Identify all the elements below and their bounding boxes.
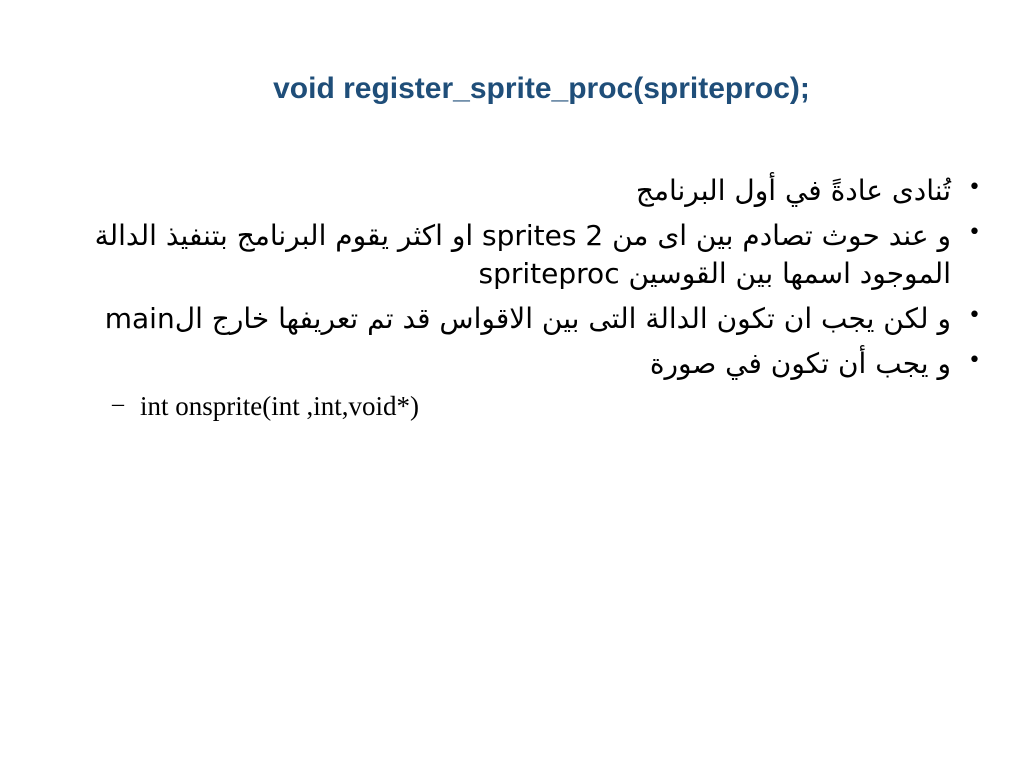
list-item (48, 300, 985, 339)
list-item (48, 345, 985, 384)
bullet-text: و لكن يجب ان تكون الدالة التى بين الاقواس قد تم تعريفها خارج الmain (104, 301, 951, 335)
bullet-text: و عند حوث تصادم بين اى من 2 sprites او اكثر يقوم البرنامج بتنفيذ الدالة الموجود اسمها بين القوسين spriteproc (94, 218, 951, 291)
slide-body (48, 172, 985, 424)
bullet-text: و يجب أن تكون في صورة (649, 346, 951, 380)
list-item (48, 172, 985, 211)
bullet-list (48, 172, 985, 383)
sub-bullet-list (48, 389, 985, 424)
page-title: void register_sprite_proc(spriteproc); (273, 72, 810, 105)
sub-bullet-text: int onsprite(int ,int,void*) (140, 391, 419, 422)
bullet-text: تُنادى عادةً في أول البرنامج (635, 174, 951, 207)
list-item (48, 217, 985, 294)
list-item-sub (106, 389, 985, 424)
